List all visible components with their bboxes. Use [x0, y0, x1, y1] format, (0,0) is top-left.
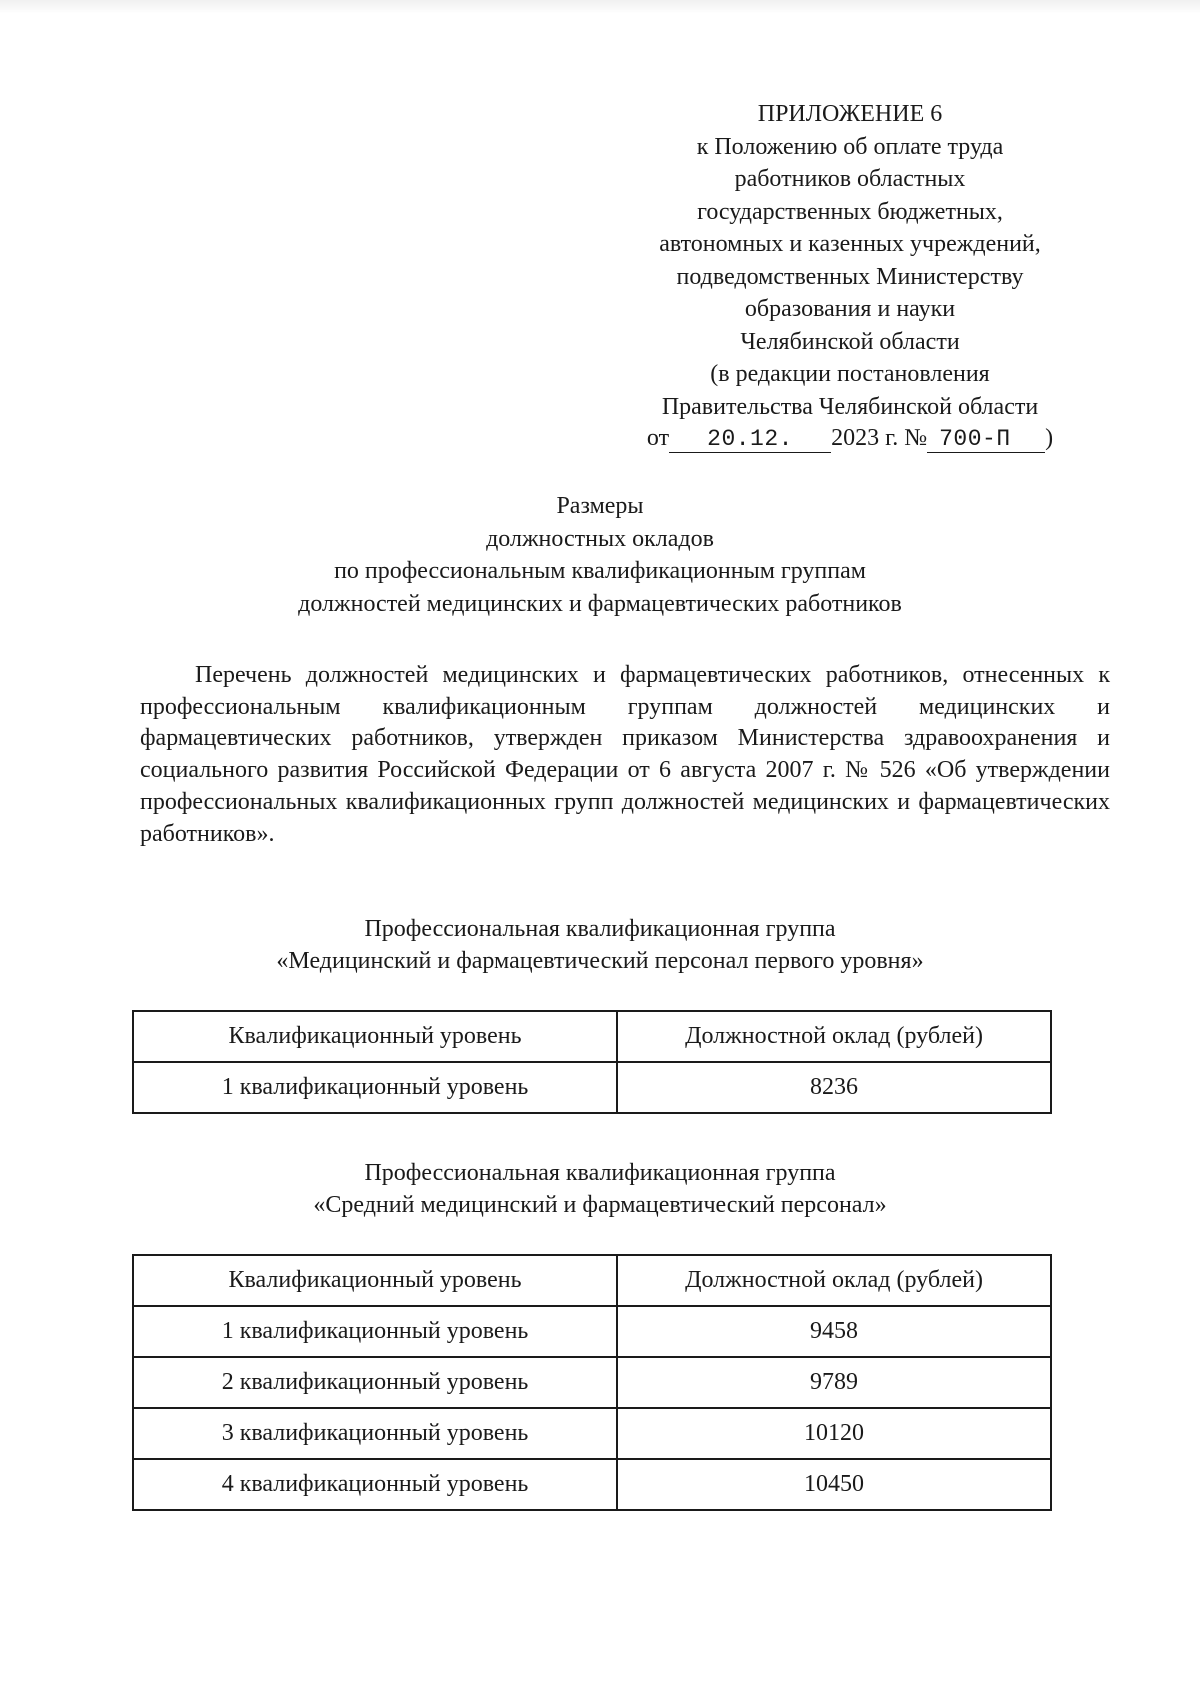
- table-row: [133, 1357, 1051, 1408]
- title-line: Размеры: [556, 493, 644, 519]
- table-row: [133, 1306, 1051, 1357]
- cell-salary: 9458: [617, 1306, 1051, 1357]
- cell-level: 3 квалификационный уровень: [133, 1408, 617, 1459]
- year-number-label: 2023 г. №: [831, 425, 928, 451]
- appendix-line: подведомственных Министерству: [676, 263, 1024, 290]
- table-row: [133, 1459, 1051, 1510]
- appendix-line: Правительства Челябинской области: [661, 393, 1039, 420]
- appendix-line: Челябинской области: [740, 328, 960, 355]
- resolution-date: 20.12.: [669, 426, 831, 453]
- cell-level: 4 квалификационный уровень: [133, 1459, 617, 1510]
- column-header-salary: Должностной оклад (рублей): [617, 1011, 1051, 1062]
- table-header-row: [133, 1255, 1051, 1306]
- group-heading-line: «Средний медицинский и фармацевтический персонал»: [313, 1192, 887, 1218]
- resolution-number: 700-П: [927, 426, 1045, 453]
- cell-salary: 9789: [617, 1357, 1051, 1408]
- table-row: [133, 1408, 1051, 1459]
- group-heading-line: «Медицинский и фармацевтический персонал первого уровня»: [276, 948, 924, 974]
- intro-paragraph: Перечень должностей медицинских и фармацевтических работников, отнесенных к профессиональным квалификационным группам должностей медицинских и фармацевтических работников, утвержден приказом Министерства здравоохранения и социального развития Российской Федерации от 6 августа 2007 г. № 526 «Об утверждении профессиональных квалификационных групп должностей медицинских и фармацевтических работников».: [140, 662, 1110, 847]
- closing-paren: ): [1045, 425, 1054, 451]
- document-title: [100, 490, 1100, 620]
- group-heading-middle-level: [120, 1157, 1080, 1221]
- appendix-line: к Положению об оплате труда: [696, 133, 1004, 160]
- appendix-line: образования и науки: [744, 296, 956, 322]
- appendix-line: работников областных: [734, 166, 966, 192]
- appendix-header: [600, 98, 1100, 455]
- cell-level: 1 квалификационный уровень: [133, 1306, 617, 1357]
- appendix-title: ПРИЛОЖЕНИЕ 6: [757, 101, 943, 127]
- cell-salary: 10120: [617, 1408, 1051, 1459]
- cell-level: 2 квалификационный уровень: [133, 1357, 617, 1408]
- resolution-date-line: [600, 422, 1100, 455]
- cell-salary: 8236: [617, 1062, 1051, 1113]
- salary-table-first-level: [132, 1010, 1052, 1114]
- column-header-level: Квалификационный уровень: [133, 1011, 617, 1062]
- title-line: должностей медицинских и фармацевтических работников: [298, 590, 902, 617]
- date-prefix: от: [646, 425, 670, 451]
- appendix-line: государственных бюджетных,: [697, 198, 1003, 225]
- cell-level: 1 квалификационный уровень: [133, 1062, 617, 1113]
- cell-salary: 10450: [617, 1459, 1051, 1510]
- group-heading-first-level: [120, 913, 1080, 977]
- title-line: должностных окладов: [486, 525, 714, 552]
- column-header-level: Квалификационный уровень: [133, 1255, 617, 1306]
- group-heading-line: Профессиональная квалификационная группа: [364, 1160, 836, 1186]
- appendix-line: автономных и казенных учреждений,: [659, 231, 1041, 257]
- table-header-row: [133, 1011, 1051, 1062]
- group-heading-line: Профессиональная квалификационная группа: [364, 916, 836, 942]
- table-row: [133, 1062, 1051, 1113]
- scan-edge-shadow: [0, 0, 1200, 14]
- column-header-salary: Должностной оклад (рублей): [617, 1255, 1051, 1306]
- title-line: по профессиональным квалификационным группам: [334, 558, 866, 584]
- appendix-line: (в редакции постановления: [710, 361, 990, 387]
- salary-table-middle-level: [132, 1254, 1052, 1511]
